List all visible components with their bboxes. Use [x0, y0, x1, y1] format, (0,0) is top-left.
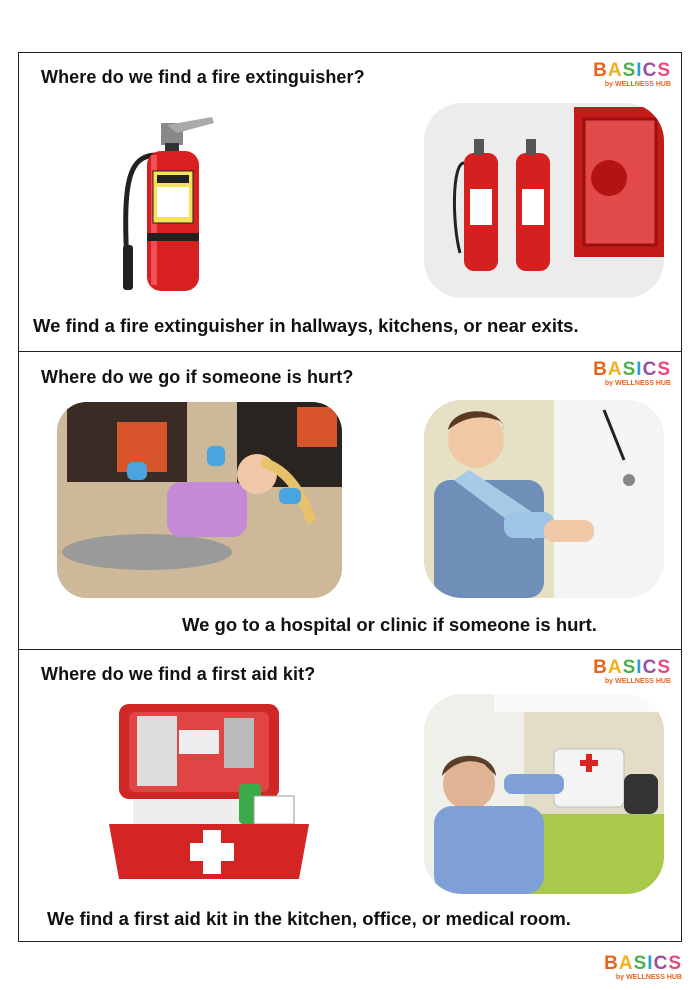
card-someone-hurt: [19, 351, 681, 649]
footer-basics-logo: BASICS by WELLNESS HUB: [604, 953, 682, 981]
basics-logo: BASICS by WELLNESS HUB: [593, 60, 671, 88]
basics-logo: BASICS by WELLNESS HUB: [593, 359, 671, 387]
card-fire-extinguisher: [19, 53, 681, 351]
woman-reaching-cabinet-kit-photo: [424, 694, 664, 894]
question-text: Where do we find a fire extinguisher?: [41, 67, 365, 87]
first-responders-helping-girl-photo: [57, 402, 342, 598]
open-first-aid-kit-photo: [109, 704, 309, 884]
answer-text: We go to a hospital or clinic if someone is hurt.: [182, 614, 597, 635]
fire-extinguisher-photo: [117, 115, 227, 295]
question-text: Where do we find a first aid kit?: [41, 664, 316, 684]
answer-text: We find a first aid kit in the kitchen, office, or medical room.: [47, 908, 571, 929]
basics-logo: BASICS by WELLNESS HUB: [593, 657, 671, 685]
worksheet: [18, 52, 682, 942]
answer-text: We find a fire extinguisher in hallways, kitchens, or near exits.: [33, 315, 579, 336]
doctor-with-boy-in-sling-photo: [424, 400, 664, 598]
wall-mounted-extinguishers-photo: [424, 103, 664, 298]
card-first-aid-kit: [19, 649, 681, 941]
question-text: Where do we go if someone is hurt?: [41, 367, 354, 387]
